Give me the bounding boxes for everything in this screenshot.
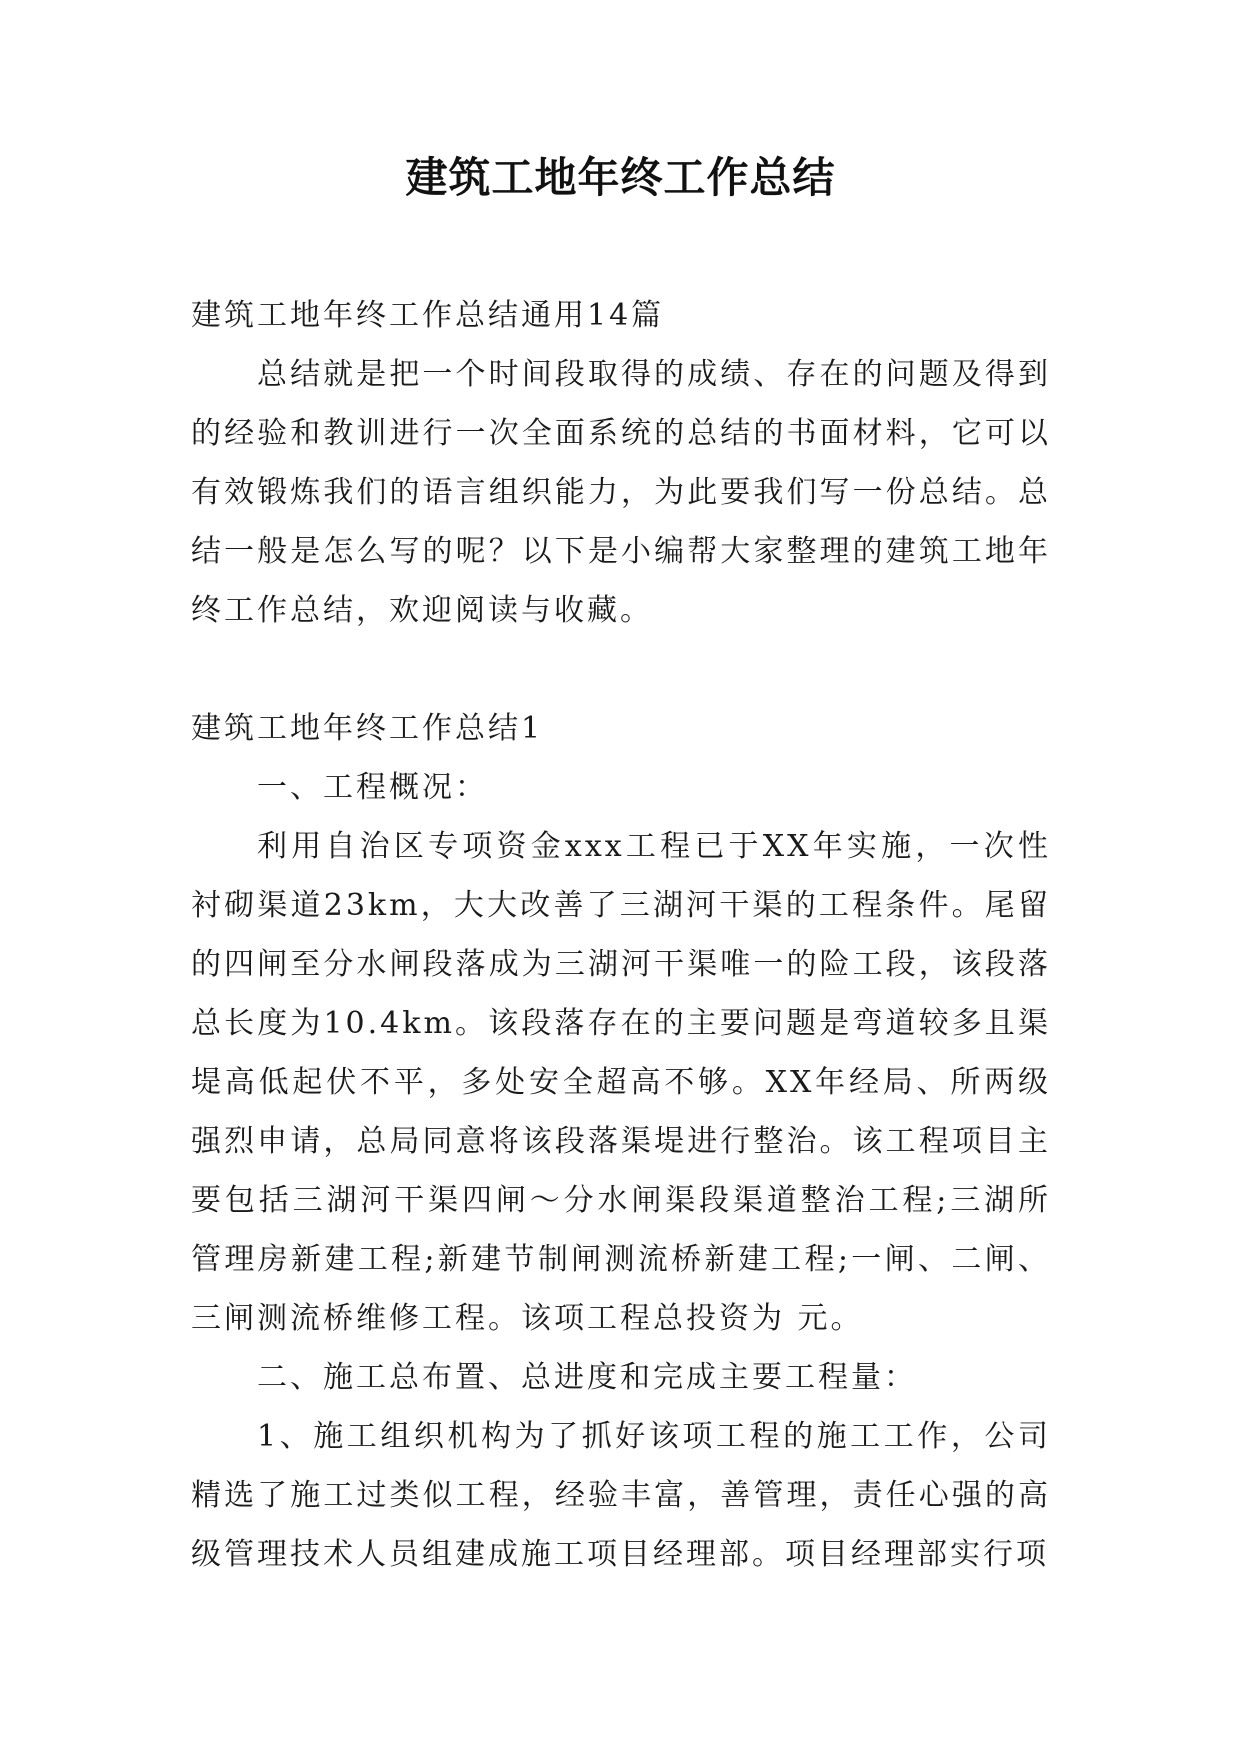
organization-paragraph: 1、施工组织机构为了抓好该项工程的施工工作，公司精选了施工过类似工程，经验丰富，善管理，责任心强的高级管理技术人员组建成施工项目经理部。项目经理部实行项 (191, 1419, 1051, 1572)
document-body (191, 286, 1051, 1584)
section-heading-overview: 一、工程概况： (257, 770, 488, 805)
intro-paragraph: 总结就是把一个时间段取得的成绩、存在的问题及得到的经验和教训进行一次全面系统的总结的书面材料，它可以有效锻炼我们的语言组织能力，为此要我们写一份总结。总结一般是怎么写的呢？以下是小编帮大家整理的建筑工地年终工作总结，欢迎阅读与收藏。 (191, 357, 1051, 628)
section-title: 建筑工地年终工作总结1 (191, 711, 544, 746)
document-subtitle: 建筑工地年终工作总结通用14篇 (191, 298, 665, 333)
section-heading-layout: 二、施工总布置、总进度和完成主要工程量： (257, 1360, 917, 1395)
overview-paragraph: 利用自治区专项资金xxx工程已于XX年实施，一次性衬砌渠道23km，大大改善了三湖河干渠的工程条件。尾留的四闸至分水闸段落成为三湖河干渠唯一的险工段，该段落总长度为10.4km。该段落存在的主要问题是弯道较多且渠堤高低起伏不平，多处安全超高不够。XX年经局、所两级强烈申请，总局同意将该段落渠堤进行整治。该工程项目主要包括三湖河干渠四闸～分水闸渠段渠道整治工程;三湖所管理房新建工程;新建节制闸测流桥新建工程;一闸、二闸、三闸测流桥维修工程。该项工程总投资为 元。 (191, 829, 1051, 1336)
document-title: 建筑工地年终工作总结 (405, 153, 836, 202)
